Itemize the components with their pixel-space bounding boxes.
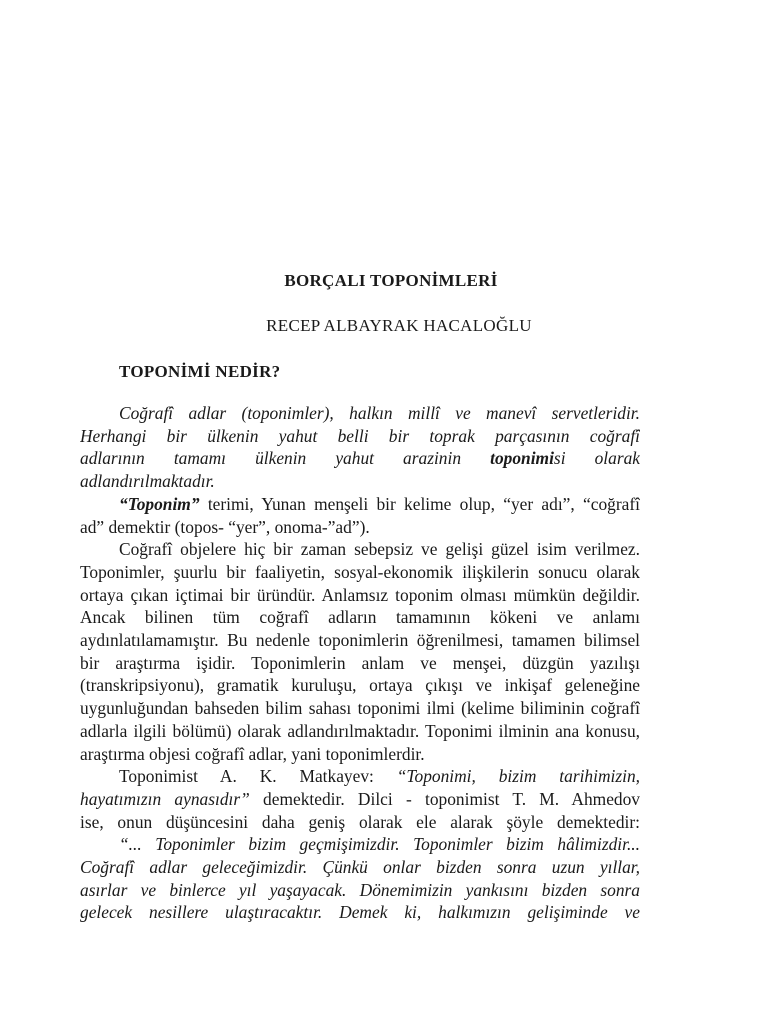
paragraph-1-line-2: Herhangi bir ülkenin yahut belli bir toprak parçasının coğrafî	[80, 425, 640, 446]
paragraph-3-line-3: ortaya çıkan içtimai bir üründür. Anlamsız toponim olması mümkün değildir.	[80, 584, 640, 605]
page-title: BORÇALI TOPONİMLERİ	[284, 271, 498, 290]
text-run: Toponimist A. K. Matkayev:	[119, 766, 397, 787]
paragraph-3-line-6: bir araştırma işidir. Toponimlerin anlam ve menşei, düzgün yazılışı	[80, 652, 640, 673]
paragraph-3-line-4: Ancak bilinen tüm coğrafî adların tamamının kökeni ve anlamı	[80, 607, 640, 628]
section-heading: TOPONİMİ NEDİR?	[119, 362, 281, 381]
text-run: demektedir. Dilci - toponimist T. M. Ahmedov	[249, 788, 640, 809]
text-run: terimi, Yunan menşeli bir kelime olup, “yer adı”, “coğrafî	[199, 493, 640, 514]
paragraph-5-line-3: asırlar ve binlerce yıl yaşayacak. Dönemimizin yankısını bizden sonra	[80, 879, 640, 900]
text-run: si olarak	[553, 448, 640, 469]
quote-run: hayatımızın aynasıdır”	[80, 788, 250, 809]
paragraph-3-line-7: (transkripsiyonu), gramatik kuruluşu, ortaya çıkışı ve inkişaf geleneğine	[80, 675, 640, 696]
paragraph-3-line-9: adlarla ilgili bölümü) olarak adlandırılmaktadır. Toponimi ilminin ana konusu,	[80, 720, 640, 741]
paragraph-5-line-2: Coğrafî adlar geleceğimizdir. Çünkü onlar bizden sonra uzun yıllar,	[80, 857, 640, 878]
text-run: adlarının tamamı ülkenin yahut arazinin	[80, 448, 462, 469]
paragraph-1-line-4: adlandırılmaktadır.	[80, 471, 215, 492]
paragraph-3-line-2: Toponimler, şuurlu bir faaliyetin, sosyal-ekonomik ilişkilerin sonucu olarak	[80, 561, 640, 582]
paragraph-1-line-1: Coğrafî adlar (toponimler), halkın millî ve manevî servetleridir.	[119, 403, 640, 423]
paragraph-2-line-1	[80, 493, 640, 516]
emphasized-term: toponimi	[490, 448, 554, 469]
paragraph-4-line-1	[80, 765, 640, 788]
paragraph-3-line-8: uygunluğundan bahseden bilim sahası toponimi ilmi (kelime biliminin coğrafî	[80, 698, 640, 719]
paragraph-1-line-3	[80, 447, 640, 470]
paragraph-4-line-2	[80, 788, 640, 811]
author-name: RECEP ALBAYRAK HACALOĞLU	[266, 316, 532, 335]
quote-run: “Toponimi, bizim tarihimizin,	[396, 766, 640, 787]
paragraph-3-line-1: Coğrafî objelere hiç bir zaman sebepsiz ve gelişi güzel isim verilmez.	[119, 539, 640, 560]
body-text	[80, 402, 640, 924]
emphasized-term: “Toponim”	[119, 493, 200, 514]
paragraph-5-line-4: gelecek nesillere ulaştıracaktır. Demek ki, halkımızın gelişiminde ve	[80, 902, 640, 923]
paragraph-5-line-1: “... Toponimler bizim geçmişimizdir. Toponimler bizim hâlimizdir...	[119, 834, 640, 855]
paragraph-3-line-10: araştırma objesi coğrafî adlar, yani toponimlerdir.	[80, 743, 425, 764]
paragraph-3-line-5: aydınlatılamamıştır. Bu nedenle toponimlerin öğrenilmesi, tamamen bilimsel	[80, 630, 640, 651]
paragraph-4-line-3: ise, onun düşüncesini daha geniş olarak ele alarak şöyle demektedir:	[80, 811, 640, 832]
paragraph-2-line-2: ad” demektir (topos- “yer”, onoma-”ad”).	[80, 516, 370, 537]
